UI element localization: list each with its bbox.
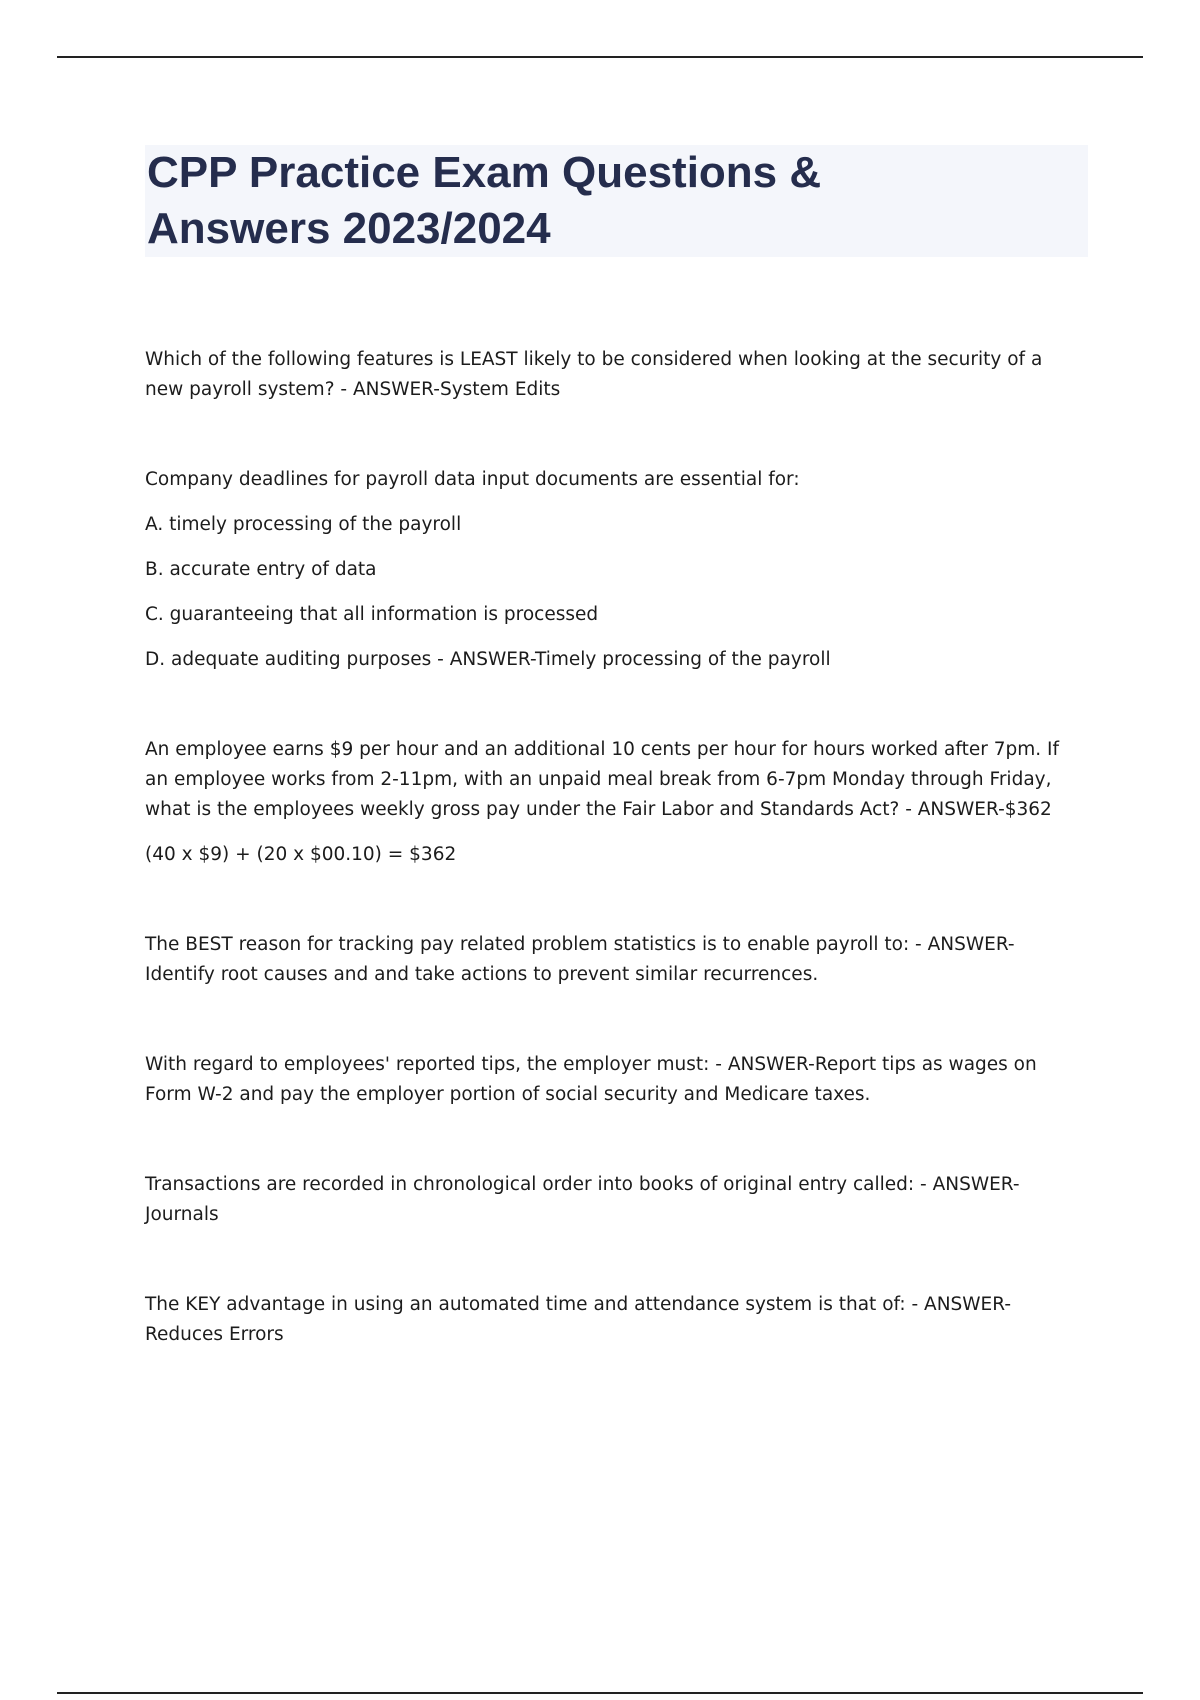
document-title: [145, 145, 1088, 257]
document-title-line-1: CPP Practice Exam Questions &: [147, 148, 822, 197]
question-text: The BEST reason for tracking pay related problem statistics is to enable payroll to: - ANSWER-Identify root causes and and take actions to prevent similar recurrences.: [145, 934, 1015, 985]
footer-rule: [57, 1692, 1143, 1694]
answer-option: A. timely processing of the payroll: [145, 514, 462, 535]
question-block: [145, 465, 1075, 675]
header-rule: [57, 56, 1143, 58]
answer-option: B. accurate entry of data: [145, 559, 377, 580]
document-title-line-2: Answers 2023/2024: [147, 204, 551, 253]
question-list: [145, 345, 1075, 1410]
question-text: Transactions are recorded in chronological order into books of original entry called: - ANSWER-Journals: [145, 1174, 1020, 1225]
answer-option: D. adequate auditing purposes - ANSWER-Timely processing of the payroll: [145, 649, 831, 670]
question-text: The KEY advantage in using an automated time and attendance system is that of: - ANSWER-Reduces Errors: [145, 1294, 1012, 1345]
question-text: Which of the following features is LEAST likely to be considered when looking at the security of a new payroll system? - ANSWER-System Edits: [145, 349, 1043, 400]
title-banner: [145, 145, 1088, 257]
question-block: [145, 1290, 1075, 1350]
question-block: [145, 735, 1075, 870]
answer-option: C. guaranteeing that all information is processed: [145, 604, 599, 625]
question-text: An employee earns $9 per hour and an additional 10 cents per hour for hours worked after 7pm. If an employee works from 2-11pm, with an unpaid meal break from 6-7pm Monday through Friday, what is the employees weekly gross pay under the Fair Labor and Standards Act? - ANSWER-$362: [145, 739, 1059, 820]
question-text: With regard to employees' reported tips, the employer must: - ANSWER-Report tips as wages on Form W-2 and pay the employer portion of social security and Medicare taxes.: [145, 1054, 1037, 1105]
question-block: [145, 1050, 1075, 1110]
question-block: [145, 1170, 1075, 1230]
question-block: [145, 345, 1075, 405]
question-block: [145, 930, 1075, 990]
answer-calculation: (40 x $9) + (20 x $00.10) = $362: [145, 844, 457, 865]
question-text: Company deadlines for payroll data input documents are essential for:: [145, 469, 800, 490]
